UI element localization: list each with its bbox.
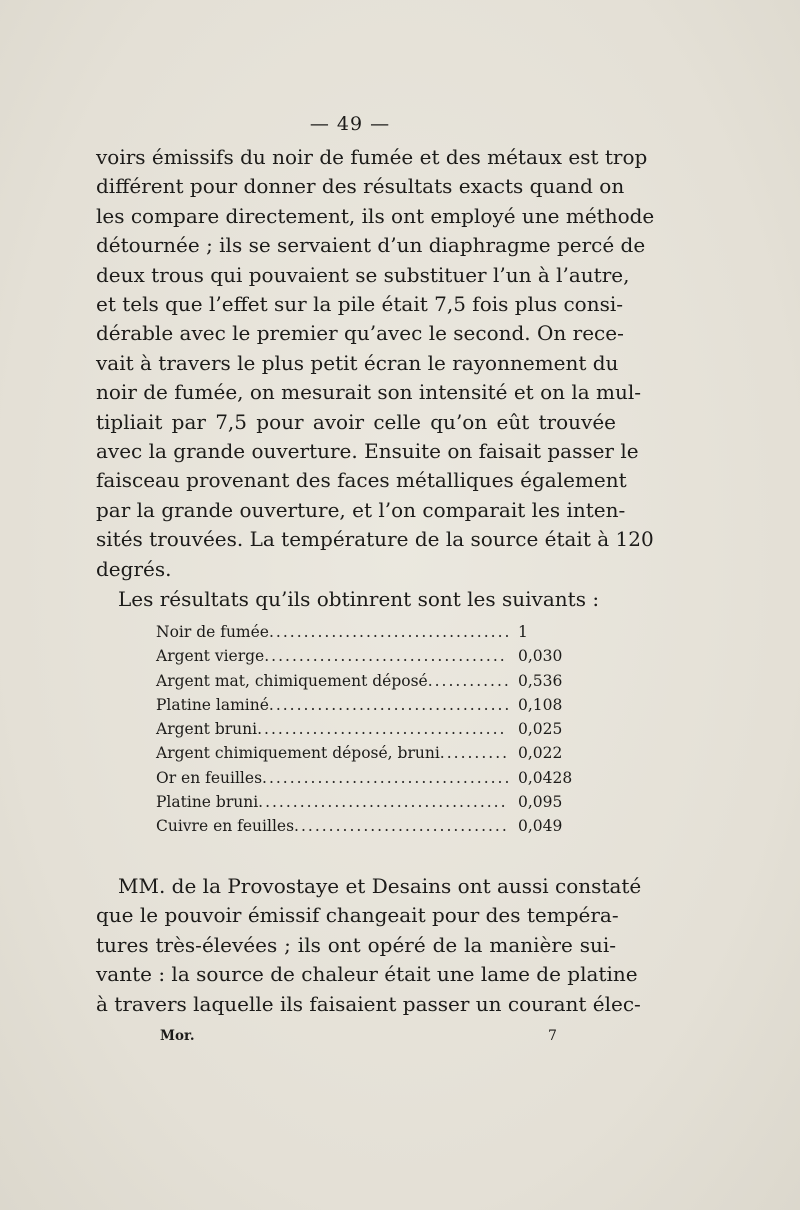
- table-row: [156, 696, 576, 720]
- text-line: avec la grande ouverture. Ensuite on faisait passer le: [96, 439, 639, 464]
- emissivity-value: 0,022: [518, 744, 563, 763]
- text-line: que le pouvoir émissif changeait pour des tempéra-: [96, 903, 619, 928]
- text-line: noir de fumée, on mesurait son intensité et on la mul-: [96, 380, 642, 405]
- table-row: [156, 817, 576, 841]
- sheet-number: 7: [548, 1028, 557, 1044]
- emissivity-value: 0,0428: [518, 768, 573, 787]
- dot-leader: [258, 793, 508, 811]
- emissivity-value: 0,095: [518, 793, 563, 812]
- material-label: Argent mat, chimiquement déposé: [156, 671, 428, 690]
- table-row: [156, 769, 576, 793]
- results-intro: Les résultats qu’ils obtinrent sont les suivants :: [118, 587, 600, 611]
- material-label: Argent bruni: [156, 720, 258, 739]
- dot-leader: [269, 696, 508, 714]
- dot-leader: [262, 769, 508, 787]
- dot-leader: [428, 672, 508, 690]
- emissivity-table: [156, 623, 576, 842]
- text-line: deux trous qui pouvaient se substituer l’un à l’autre,: [96, 262, 630, 287]
- dot-leader: [264, 647, 508, 665]
- text-line: vante : la source de chaleur était une lame de platine: [96, 962, 638, 987]
- emissivity-value: 0,049: [518, 817, 563, 836]
- dot-leader: [440, 744, 508, 762]
- material-label: Cuivre en feuilles: [156, 817, 295, 836]
- text-line: tures très-élevées ; ils ont opéré de la manière sui-: [96, 932, 616, 957]
- material-label: Platine bruni: [156, 793, 259, 812]
- table-row: [156, 647, 576, 671]
- material-label: Or en feuilles: [156, 768, 263, 787]
- table-row: [156, 623, 576, 647]
- text-line: voirs émissifs du noir de fumée et des métaux est trop: [96, 145, 648, 169]
- table-row: [156, 744, 576, 768]
- table-row: [156, 720, 576, 744]
- text-line: vait à travers le plus petit écran le rayonnement du: [96, 350, 619, 375]
- material-label: Argent chimiquement déposé, bruni: [156, 744, 440, 763]
- table-row: [156, 793, 576, 817]
- emissivity-value: 1: [518, 623, 528, 641]
- text-line: différent pour donner des résultats exacts quand on: [96, 174, 625, 199]
- signature-mark: Mor.: [160, 1028, 195, 1044]
- text-line: par la grande ouverture, et l’on comparait les inten-: [96, 497, 626, 522]
- text-line: les compare directement, ils ont employé une méthode: [96, 203, 655, 228]
- text-line: et tels que l’effet sur la pile était 7,5 fois plus consi-: [96, 292, 624, 317]
- text-line: détournée ; ils se servaient d’un diaphragme percé de: [96, 233, 646, 258]
- dot-leader: [257, 720, 508, 738]
- emissivity-value: 0,025: [518, 720, 563, 739]
- emissivity-value: 0,108: [518, 695, 563, 714]
- emissivity-value: 0,536: [518, 671, 563, 690]
- paragraph-1: [96, 143, 655, 584]
- text-line: à travers laquelle ils faisaient passer un courant élec-: [96, 991, 641, 1016]
- dot-leader: [269, 623, 508, 641]
- material-label: Platine laminé: [156, 695, 269, 714]
- page-number: — 49 —: [309, 113, 391, 135]
- text-line: faisceau provenant des faces métalliques également: [96, 468, 627, 493]
- material-label: Argent vierge: [156, 647, 265, 666]
- text-line: dérable avec le premier qu’avec le second. On rece-: [96, 321, 624, 346]
- text-line: MM. de la Provostaye et Desains ont aussi constaté: [118, 874, 642, 898]
- dot-leader: [294, 817, 508, 835]
- paragraph-2: [96, 872, 642, 1019]
- material-label: Noir de fumée: [156, 623, 269, 641]
- text-line: tipliait par 7,5 pour avoir celle qu’on eût trouvée: [96, 409, 616, 434]
- text-line: sités trouvées. La température de la source était à 120: [96, 527, 654, 552]
- table-row: [156, 672, 576, 696]
- emissivity-value: 0,030: [518, 647, 563, 666]
- text-line: degrés.: [96, 556, 172, 581]
